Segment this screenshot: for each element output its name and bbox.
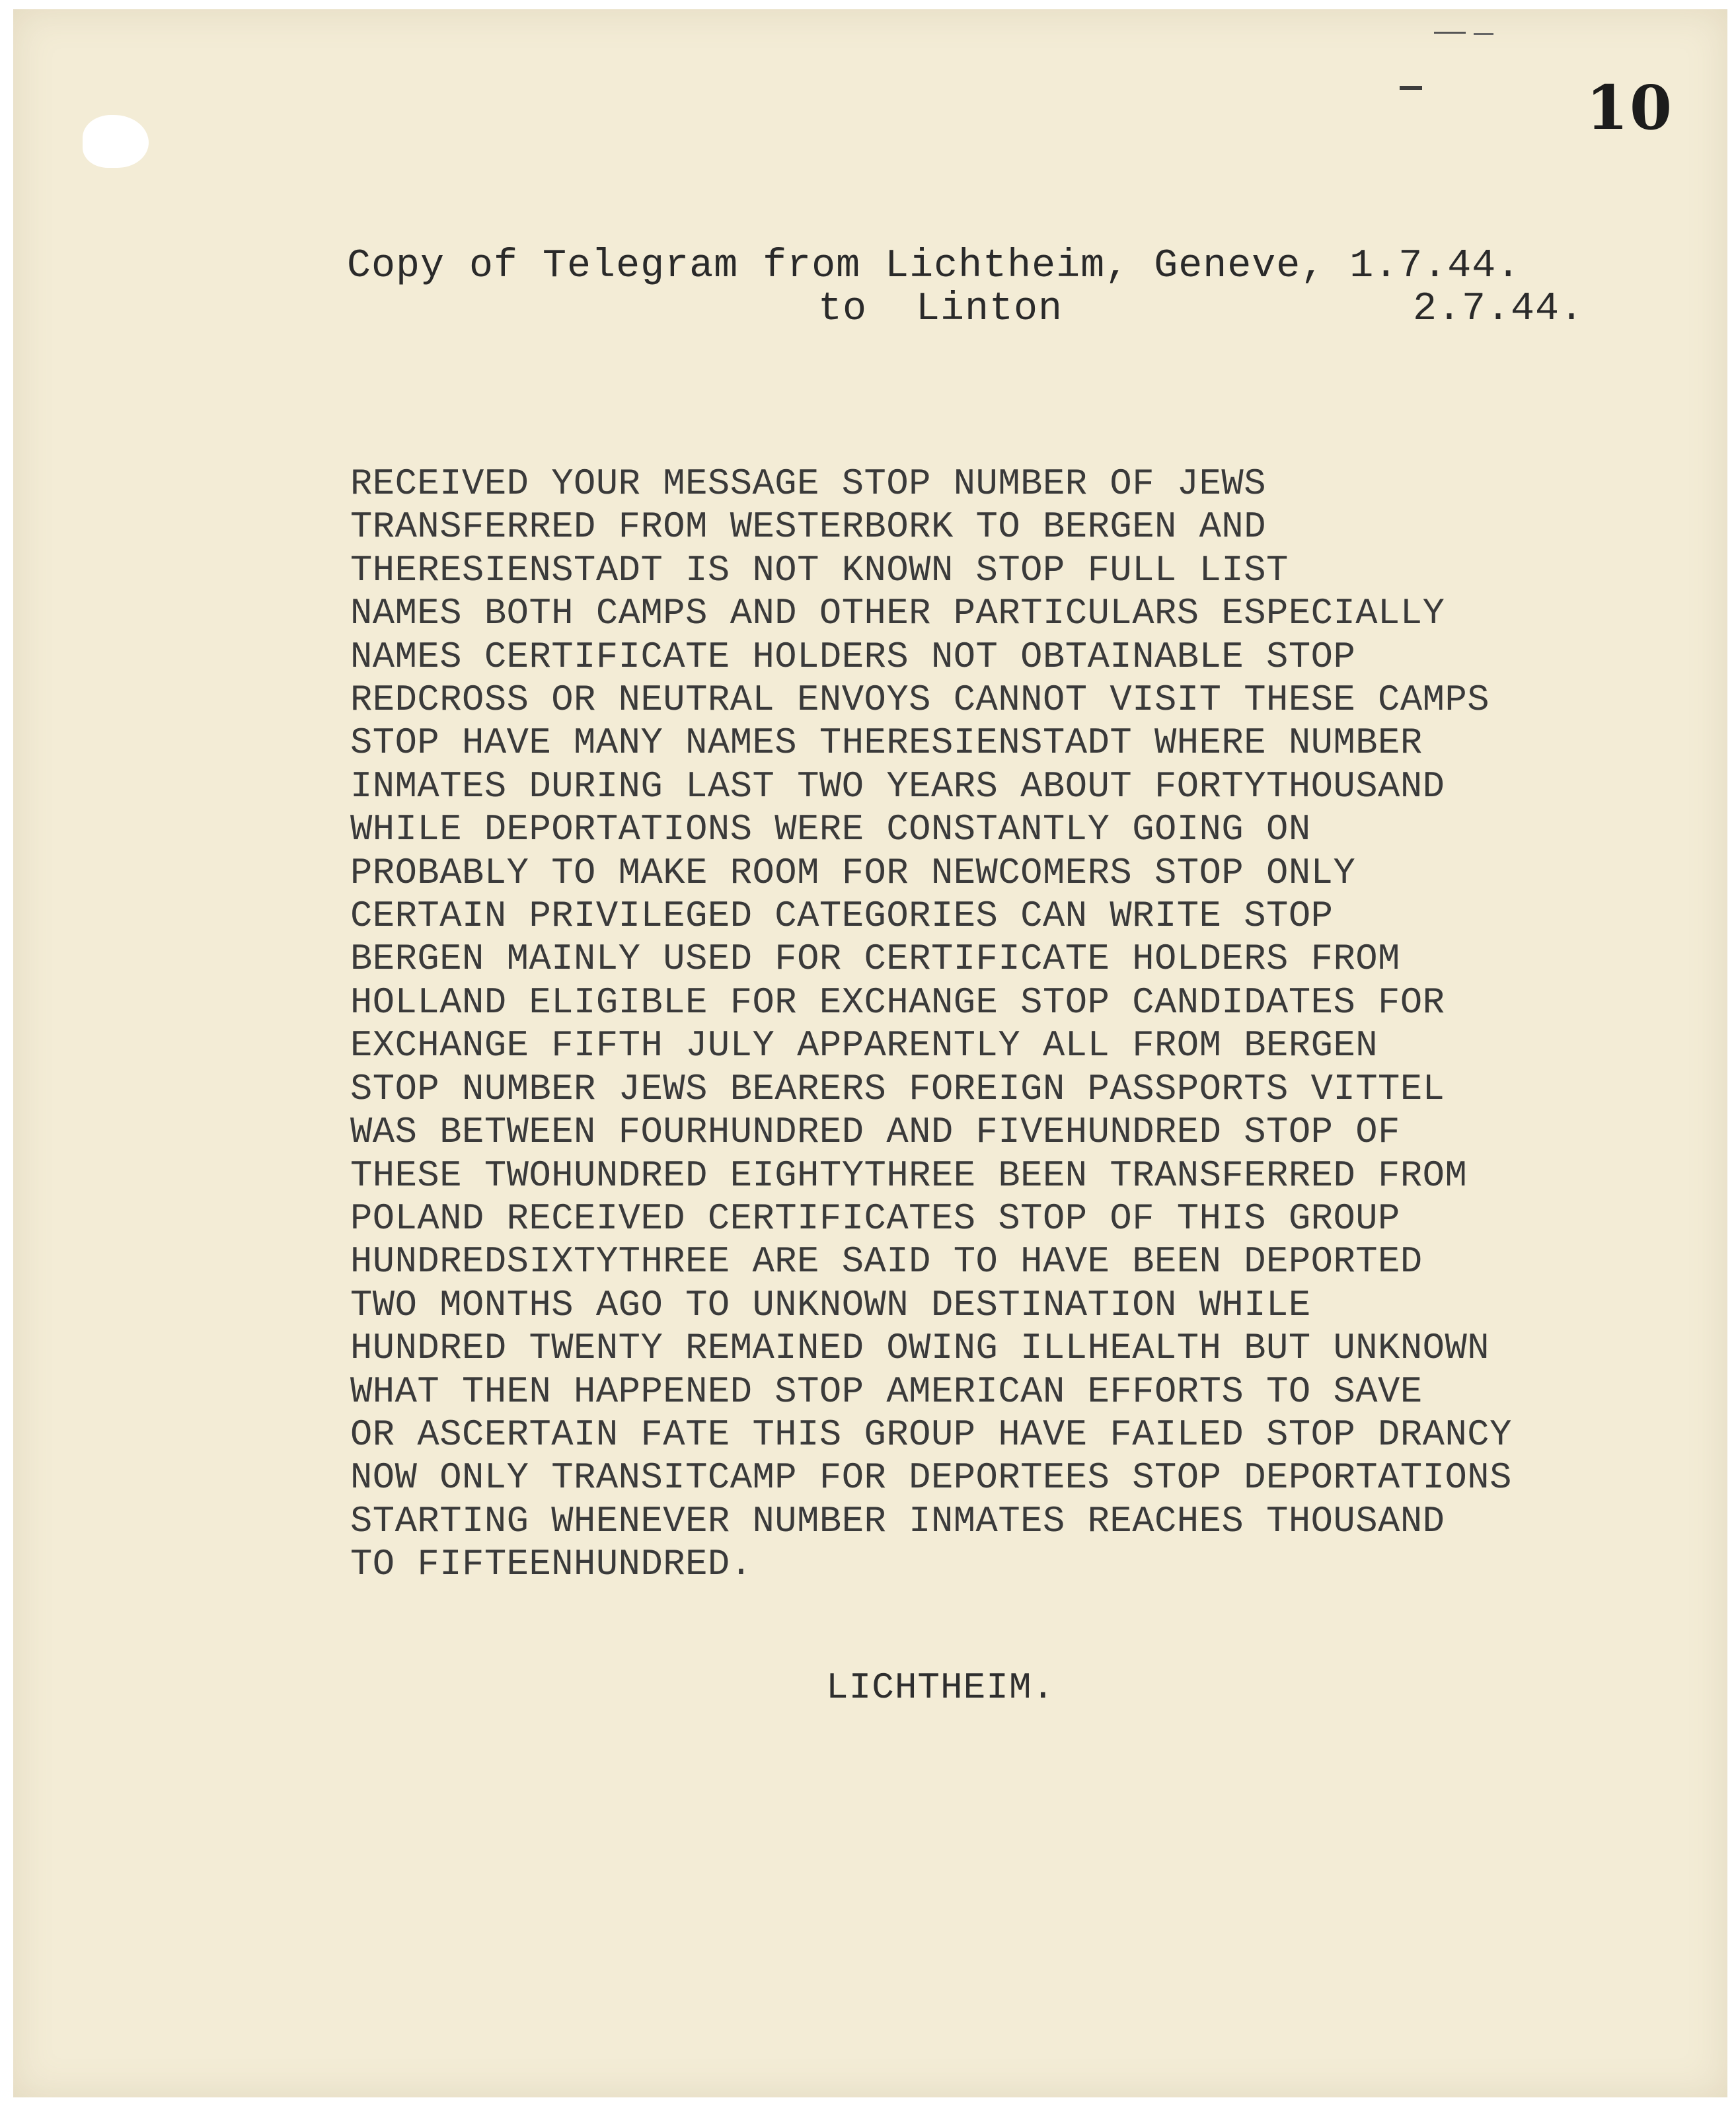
telegram-header: Copy of Telegram from Lichtheim, Geneve, 1.7.44.	[347, 244, 1521, 289]
body-line: TWO MONTHS AGO TO UNKNOWN DESTINATION WHILE	[350, 1284, 1311, 1326]
body-line: NAMES CERTIFICATE HOLDERS NOT OBTAINABLE STOP	[350, 636, 1356, 678]
body-line: HUNDRED TWENTY REMAINED OWING ILLHEALTH BUT UNKNOWN	[350, 1328, 1490, 1370]
ink-mark	[1434, 32, 1466, 34]
ink-mark	[1474, 33, 1493, 35]
signature: LICHTHEIM.	[826, 1667, 1055, 1709]
body-line: WHAT THEN HAPPENED STOP AMERICAN EFFORTS TO SAVE	[350, 1371, 1423, 1413]
ink-mark	[1400, 86, 1422, 90]
body-line: POLAND RECEIVED CERTIFICATES STOP OF THIS GROUP	[350, 1197, 1400, 1240]
body-line: OR ASCERTAIN FATE THIS GROUP HAVE FAILED STOP DRANCY	[350, 1413, 1512, 1456]
body-line: TRANSFERRED FROM WESTERBORK TO BERGEN AND	[350, 506, 1267, 548]
body-line: STARTING WHENEVER NUMBER INMATES REACHES THOUSAND	[350, 1500, 1445, 1542]
body-line: STOP HAVE MANY NAMES THERESIENSTADT WHERE NUMBER	[350, 722, 1423, 765]
body-line: RECEIVED YOUR MESSAGE STOP NUMBER OF JEWS	[350, 463, 1267, 505]
body-line: EXCHANGE FIFTH JULY APPARENTLY ALL FROM BERGEN	[350, 1025, 1378, 1067]
body-line: PROBABLY TO MAKE ROOM FOR NEWCOMERS STOP ONLY	[350, 852, 1356, 894]
body-line: HOLLAND ELIGIBLE FOR EXCHANGE STOP CANDIDATES FOR	[350, 981, 1445, 1024]
body-line: REDCROSS OR NEUTRAL ENVOYS CANNOT VISIT THESE CAMPS	[350, 679, 1490, 722]
telegram-recipient: to Linton	[818, 287, 1063, 332]
body-line: THESE TWOHUNDRED EIGHTYTHREE BEEN TRANSFERRED FROM	[350, 1154, 1468, 1197]
body-line: WHILE DEPORTATIONS WERE CONSTANTLY GOING ON	[350, 809, 1311, 851]
body-line: NOW ONLY TRANSITCAMP FOR DEPORTEES STOP DEPORTATIONS	[350, 1457, 1512, 1499]
body-line: THERESIENSTADT IS NOT KNOWN STOP FULL LIST	[350, 549, 1289, 591]
telegram-body	[350, 463, 1736, 1587]
body-line: TO FIFTEENHUNDRED.	[350, 1544, 753, 1586]
body-line: INMATES DURING LAST TWO YEARS ABOUT FORTYTHOUSAND	[350, 765, 1445, 808]
body-line: BERGEN MAINLY USED FOR CERTIFICATE HOLDERS FROM	[350, 938, 1400, 981]
telegram-date: 2.7.44.	[1413, 287, 1585, 332]
body-line: WAS BETWEEN FOURHUNDRED AND FIVEHUNDRED STOP OF	[350, 1111, 1400, 1154]
punch-hole	[83, 115, 149, 168]
body-line: STOP NUMBER JEWS BEARERS FOREIGN PASSPORTS VITTEL	[350, 1068, 1445, 1110]
body-line: NAMES BOTH CAMPS AND OTHER PARTICULARS ESPECIALLY	[350, 593, 1445, 635]
body-line: CERTAIN PRIVILEGED CATEGORIES CAN WRITE STOP	[350, 895, 1334, 938]
body-line: HUNDREDSIXTYTHREE ARE SAID TO HAVE BEEN DEPORTED	[350, 1241, 1423, 1283]
page-number: 10	[1586, 72, 1674, 143]
document-page	[13, 9, 1727, 2097]
